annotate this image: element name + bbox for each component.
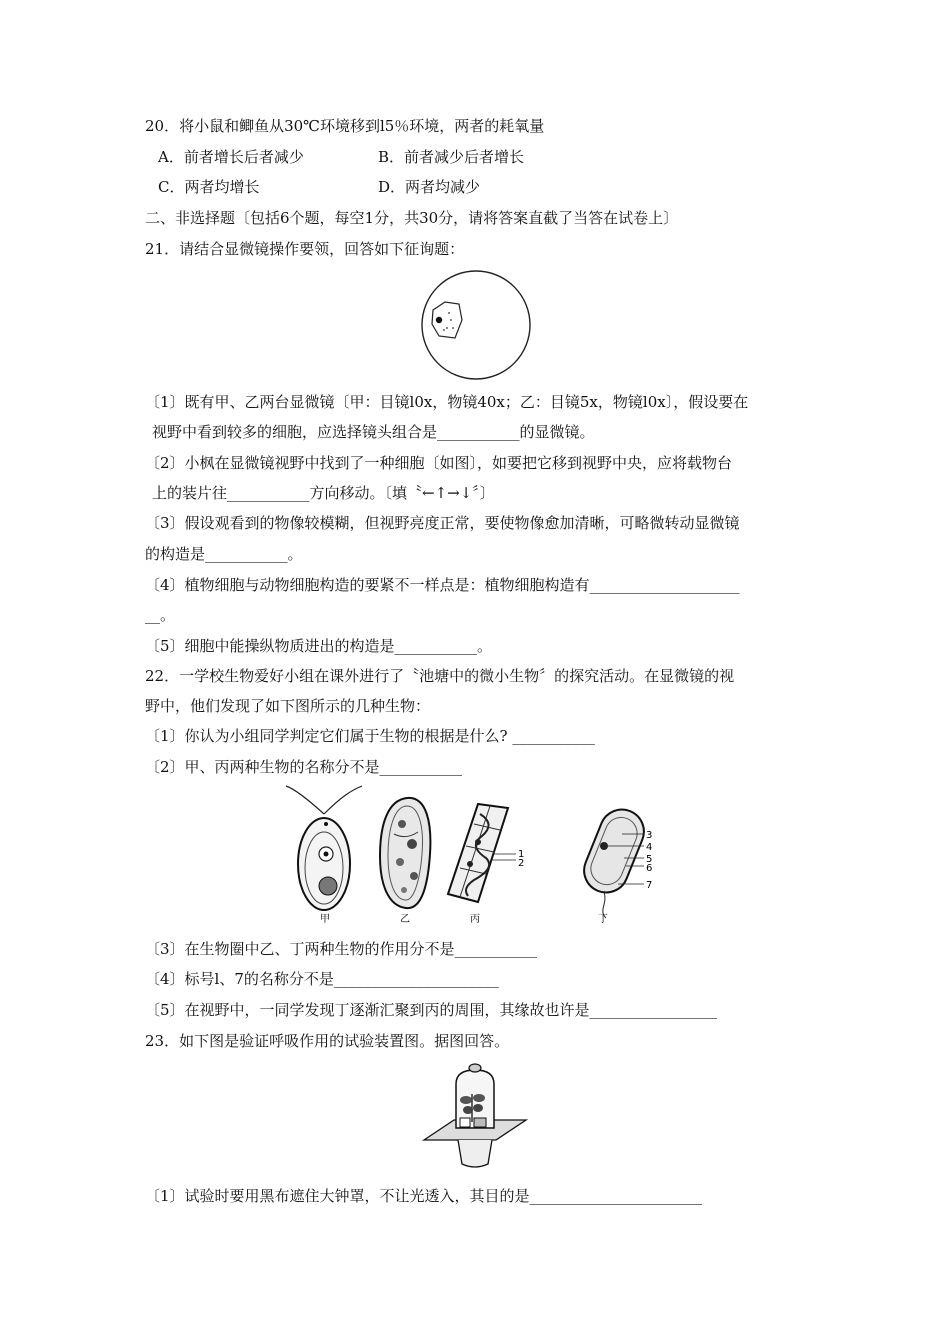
q22-part1: 〔1〕你认为小组同学判定它们属于生物的根据是什么? ___________ bbox=[145, 727, 595, 745]
q22-part4: 〔4〕标号l、7的名称分不是______________________ bbox=[145, 970, 499, 988]
section-heading: 二、非选择题〔包括6个题，每空1分，共30分，请将答案直截了当答在试卷上〕 bbox=[145, 209, 679, 227]
q21-part3-line2: 的构造是___________。 bbox=[145, 545, 303, 563]
q20-option-c: C．两者均增长 bbox=[158, 178, 260, 196]
q20-option-b: B．前者减少后者增长 bbox=[378, 148, 525, 166]
q22-part3: 〔3〕在生物圈中乙、丁两种生物的作用分不是___________ bbox=[145, 940, 538, 958]
q22-stem-line1: 22．一学校生物爱好小组在课外进行了〝池塘中的微小生物〞的探究活动。在显微镜的视 bbox=[145, 667, 735, 685]
q20-option-a: A．前者增长后者减少 bbox=[158, 148, 304, 166]
q21-part2-line1: 〔2〕小枫在显微镜视野中找到了一种细胞〔如图〕，如要把它移到视野中央，应将载物台 bbox=[145, 454, 733, 472]
q21-part1-line1: 〔1〕既有甲、乙两台显微镜〔甲：目镜l0x，物镜40x；乙：目镜5x，物镜l0x〕，假设要在 bbox=[145, 393, 749, 411]
label-num-4: 4 bbox=[646, 842, 653, 853]
q23-stem: 23．如下图是验证呼吸作用的试验装置图。据图回答。 bbox=[145, 1032, 510, 1050]
q21-part2-line2: 上的装片往___________方向移动。〔填〝←↑→↓〞〕 bbox=[152, 484, 495, 502]
label-bing: 丙 bbox=[470, 914, 480, 924]
label-jia: 甲 bbox=[320, 914, 330, 924]
organism-jia bbox=[286, 786, 362, 910]
q21-stem: 21．请结合显微镜操作要领，回答如下征询题： bbox=[145, 240, 465, 258]
label-yi: 乙 bbox=[400, 914, 410, 924]
bell-jar-figure bbox=[422, 1062, 528, 1172]
microorganisms-figure bbox=[282, 784, 662, 924]
q21-part3-line1: 〔3〕假设观看到的物像较模糊，但视野亮度正常，要使物像愈加清晰，可略微转动显微镜 bbox=[145, 514, 740, 532]
q20-option-d: D．两者均减少 bbox=[378, 178, 481, 196]
q22-stem-line2: 野中，他们发现了如下图所示的几种生物： bbox=[145, 697, 431, 715]
organism-ding bbox=[577, 803, 653, 918]
q21-part1-line2: 视野中看到较多的细胞，应选择镜头组合是___________的显微镜。 bbox=[152, 423, 595, 441]
label-num-7: 7 bbox=[646, 880, 653, 891]
q21-part4-line2: __。 bbox=[145, 606, 176, 624]
field-of-view-circle bbox=[422, 271, 530, 379]
label-num-6: 6 bbox=[646, 863, 653, 874]
q21-part5: 〔5〕细胞中能操纵物质进出的构造是___________。 bbox=[145, 637, 493, 655]
label-num-5: 5 bbox=[646, 854, 653, 865]
organism-bing bbox=[448, 804, 516, 902]
q22-part2: 〔2〕甲、丙两种生物的名称分不是___________ bbox=[145, 758, 463, 776]
cell-nucleus bbox=[436, 317, 442, 323]
q20-stem: 20．将小鼠和鲫鱼从30℃环境移到l5％环境，两者的耗氧量 bbox=[145, 117, 545, 135]
organism-yi bbox=[380, 798, 430, 908]
label-num-3: 3 bbox=[646, 830, 653, 841]
label-num-2: 2 bbox=[518, 858, 525, 869]
microscope-field-figure bbox=[419, 268, 533, 382]
label-num-1: 1 bbox=[518, 849, 525, 860]
label-ding: 丁 bbox=[598, 914, 608, 924]
q22-part5: 〔5〕在视野中，一同学发现丁逐渐汇聚到丙的周围，其缘故也许是_________________ bbox=[145, 1001, 718, 1019]
q23-part1: 〔1〕试验时要用黑布遮住大钟罩，不让光透入，其目的是_______________________ bbox=[145, 1187, 703, 1205]
q21-part4-line1: 〔4〕植物细胞与动物细胞构造的要紧不一样点是：植物细胞构造有____________________ bbox=[145, 576, 740, 594]
